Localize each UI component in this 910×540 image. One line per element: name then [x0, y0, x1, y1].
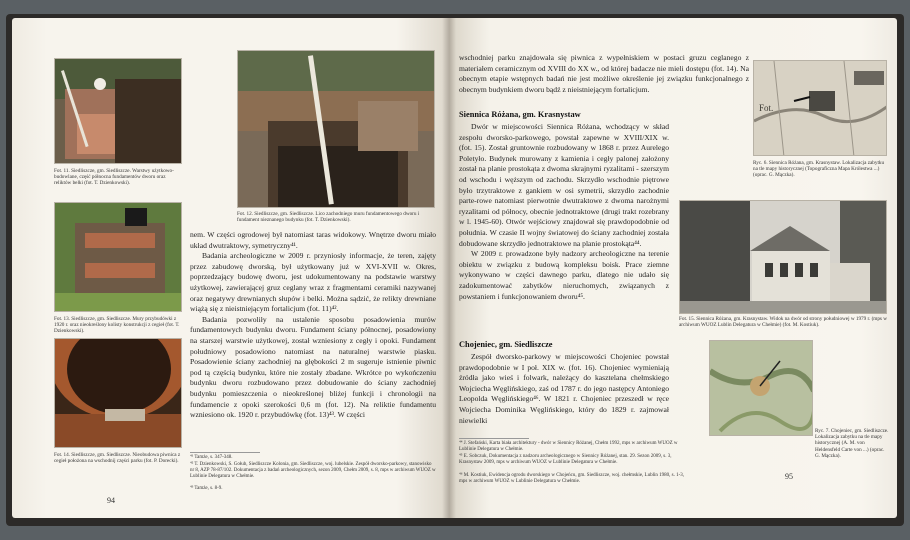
historical-map-image-2 — [710, 341, 813, 436]
left-footnote-41: ⁴¹ Tamże, s. 347-348. — [190, 455, 233, 460]
right-footnote-45: ⁴⁵ E. Sobczuk, Dokumentacja z nadzoru archeologicznego w Siennicy Różanej, stan. 29. Sezon 2009, s. 3, Krasnystaw 2009, mps w archiwum WUOZ w Lublinie Delegatura w Chełmie. — [459, 454, 672, 465]
photo-fig-12 — [237, 50, 435, 208]
brick-walls-photo — [55, 203, 182, 312]
caption-map-siennica: Ryc. 6. Siennica Różana, gm. Krasnystaw. Lokalizacja zabytku na tle mapy historycznej (Topograficzna Mapa Królestwa ...) (oprac. G. Mączka). — [753, 160, 885, 179]
caption-map-chojeniec: Ryc. 7. Chojeniec, gm. Siedliszcze. Lokalizacja zabytku na tle mapy historycznej (A. M. von Heldensfeld Carte von ...) (oprac. G. Mączka). — [815, 428, 889, 459]
historical-map-image — [754, 61, 887, 156]
map-siennica — [753, 60, 887, 156]
photo-fig-15 — [679, 200, 887, 314]
caption-fig-14: Fot. 14. Siedliszcze, gm. Siedliszcze. Nieobudowa piwnica z cegieł położona na wschodnij części parku (fot. P. Dorecki). — [54, 452, 181, 465]
left-page — [12, 18, 449, 518]
caption-fig-15: Fot. 15. Siennica Różana, gm. Krasnystaw. Widok na dwór od strony południowej w 1979 r. (mps w archiwum WUOZ Lublin Delegatura w Chełmie) (fot. M. Kostiuk). — [679, 316, 887, 329]
caption-fig-11: Fot. 11. Siedliszcze, gm. Siedliszcze. Warstwy użytkowo-budowlane, część północna fundamentów dworu oraz reliktów belki (fot. T. Dzienkowski). — [54, 168, 174, 187]
right-section2-text — [459, 352, 669, 426]
wall-foundation-photo — [238, 51, 435, 208]
brick-cellar-photo — [55, 339, 182, 448]
right-footnote-44: ⁴⁴ J. Stefański, Karta biała architektury - dwór w Siennicy Różanej, Chełm 1992, mps w archiwum WUOZ w Lublinie Delegatura w Chełmie. — [459, 441, 678, 452]
manor-house-photo — [680, 201, 887, 314]
left-page-number: 94 — [107, 496, 115, 505]
caption-fig-12: Fot. 12. Siedliszcze, gm. Siedliszcze. Lico zachodniego muru fundamentowego dworu i fundament nieznanego budynku (fot. T. Dzienkowski). — [237, 211, 420, 224]
right-intro-text — [459, 53, 749, 95]
siennica-paragraph-1: Dwór w miejscowości Siennica Różana, wchodzący w skład zespołu dworsko-parkowego, powstał zapewne w XVIII/XIX w. (fot. 15). Został gruntownie rozbudowany w 1868 r. przez Aurelego Poletyło. Budynek murowany z kamienia i cegły palonej założony został na planie prostokąta z dwoma skrajnymi ryzalitami - szerszym od wschodu i węższym od zachodu. Skrzydło wschodnie piętrowe było trzytraktowe z gankiem w osi symetrii, skrzydło zachodnie parte-rowe natomiast pierwotnie dwutraktowe z dwoma narożnymi ryzalitami od północy, obecnie jednotraktowe (drugi trakt rozebrany w l. 1945-60). Otwór wejściowy znajdował się prawdopodobnie od południa. W czasie II wojny światowej do ściany zachodniej została dobudowane skrzydło jednotraktowe na planie prostokąta⁴⁴. — [459, 122, 669, 248]
section-heading-chojeniec: Chojeniec, gm. Siedliszcze — [459, 340, 553, 349]
section-heading-siennica: Siennica Różana, gm. Krasnystaw — [459, 110, 581, 119]
book-gutter — [442, 18, 456, 518]
left-footnote-42: ⁴² T. Dzienkowski, S. Gołub, Siedliszcze Kolonia, gm. Siedliszcze, woj. lubelskie. Zespół dworsko-parkowy, stanowisko nr 8, AZP 78-87/102. Dokumentacja z badań archeologicznych, sezon 2009, Chełm 2009, s. 8, mps w archiwum WUOZ w Lublinie Delegatura w Chełmie. — [190, 462, 436, 479]
left-body-text — [190, 230, 436, 421]
excavation-photo — [55, 59, 182, 164]
left-paragraph-2: Badania archeologiczne w 2009 r. przyniosły informacje, że teren, zajęty przez zabudowę dworską, był użytkowany już w XVI-XVII w. Okres, poprzedzający budowę dworu, jest udokumentowany na podstawie warstwy użytkowej, zawierającej gruz ceglany wraz z fragmentami ceramiki nazywanej oraz negatywy drewnianych słupów i belki. Można sądzić, że relikty drewniane wiążą się z nieistniejącym fortalicjum (fot. 11)⁴². — [190, 251, 436, 314]
right-section1-text — [459, 122, 669, 302]
right-footnote-rule — [459, 438, 529, 439]
map-label: Fot. — [759, 103, 774, 113]
photo-fig-14 — [54, 338, 182, 448]
caption-fig-13: Fot. 13. Siedliszcze, gm. Siedliszcze. Mury przybudówki z 1920 r. oraz nieokreślony kolisty konstrukcji z cegieł (fot. T. Dzienkowski). — [54, 316, 180, 335]
left-paragraph-3: Badania pozwoliły na ustalenie sposobu posadowienia murów fundamentowych budynku dworu. Fundament ściany północnej, posadowiony na starszej warstwie użytkowej, został wzniesiony z cegły i opoki. Fundament południowy posadowiono natomiast na naturalnej warstwie piasku. Posadowienie ściany zachodniej na głębokości 2 m sugeruje istnienie piwnic pod tą częścią budynku, które nie zostały zbadane. Wkrótce po wykończeniu budynku dworu rozbudowano przez dobudowanie do ściany zachodniej budynku pomieszczenia o nieokreślonej bliżej funkcji i chronologii na fundamencie z opoki szerokości 0,6 m (fot. 12). Na reliktie fundamentu wzniesiono ok. 1920 r. przybudówkę (fot. 13)⁴³. W części — [190, 314, 436, 420]
left-footnote-rule — [190, 452, 260, 453]
left-footnote-43: ⁴³ Tamże, s. 8-9. — [190, 486, 223, 491]
chojeniec-paragraph: Zespół dworsko-parkowy w miejscowości Chojeniec powstał prawdopodobnie w I poł. XIX w. (fot. 16). Chojeniec wymieniają źródła jako wieś i folwark, należący do kasztelana chełmskiego Wojciecha Węglińskiego, zaś od 1787 r. do jego następcy Antoniego Leopolda Węglińskiego⁴⁶. W 1821 r. Chojeniec przeszedł w ręce Wojciecha Dominika Węglińskiego, który do 1829 r. zajmował niewielki — [459, 352, 669, 425]
right-page — [449, 18, 897, 518]
right-page-number: 95 — [785, 472, 793, 481]
map-chojeniec — [709, 340, 813, 436]
photo-fig-13 — [54, 202, 182, 312]
right-footnote-46: ⁴⁶ M. Kostiuk, Ewidencja ogrodu dworskiego w Chojeńcu, gm. Siedliszcze, woj. chełmskie, Lublin 1980, s. 1-3, mps w archiwum WUOZ w Lublinie Delegatura w Chełmie. — [459, 473, 684, 484]
siennica-paragraph-2: W 2009 r. prowadzone były nadzory archeologiczne na terenie obiektu w związku z budową kompleksu boisk. Prace ziemne wykonywano w części dawnego parku, dlatego nie udało się zadokumentować zabytków nieruchomych, związanych z powstaniem i funkcjonowaniem dworu⁴⁵. — [459, 249, 669, 301]
right-intro-paragraph: wschodniej parku znajdowała się piwnica z wypełniskiem w postaci gruzu ceglanego z materiałem ceramicznym od XVIII do XX w., od której badacze nie mieli dostępu (fot. 14). Na obecnym etapie wstępnych badań nie jest możliwe określenie jej związku funkcjonalnego z obecnym budynkiem dworu bądź z nieistniejącym fortalicjum. — [459, 53, 749, 94]
left-paragraph-1: nem. W części ogrodowej był natomiast taras widokowy. Wnętrze dworu miało układ dwutraktowy, symetryczny⁴¹. — [190, 230, 436, 250]
photo-fig-11 — [54, 58, 182, 164]
